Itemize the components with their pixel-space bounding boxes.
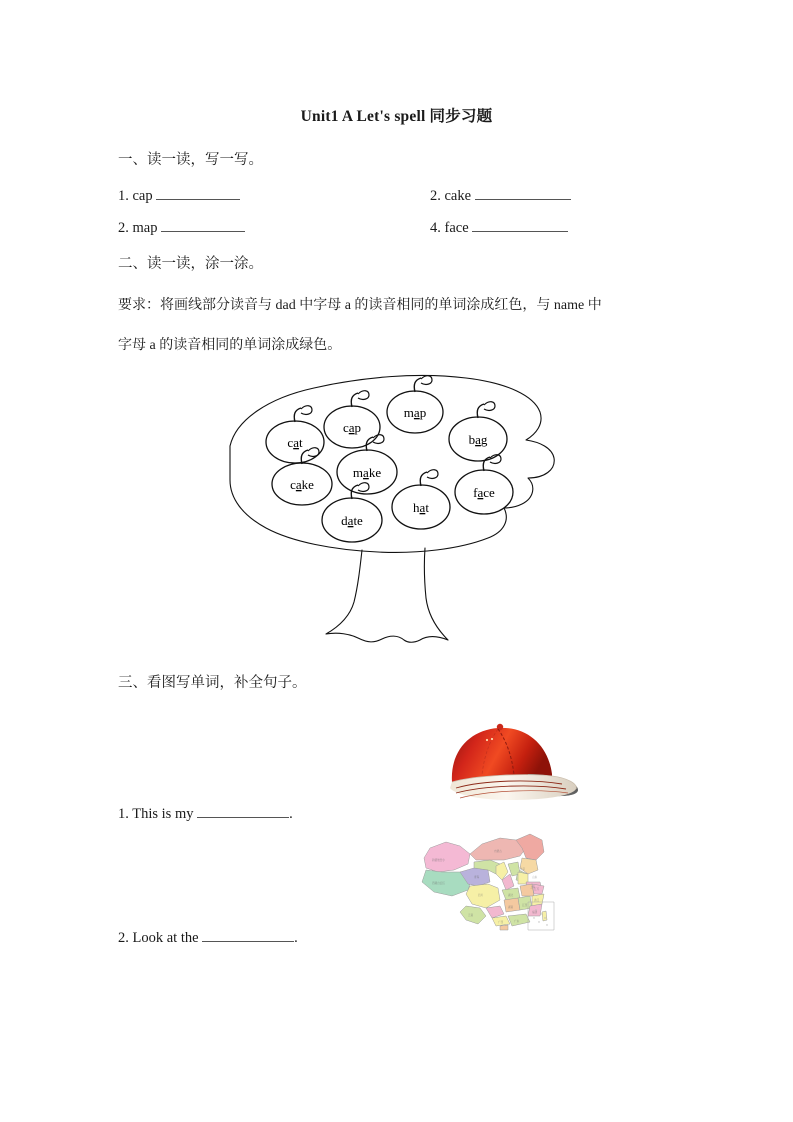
exercise-3-question-1 [118,805,293,823]
apple-tree-illustration [222,362,572,658]
exercise-1-blank-2[interactable] [475,187,571,200]
section-1-heading: 一、读一读，写一写。 [118,152,263,168]
svg-text:江苏: 江苏 [534,888,540,891]
apple-label-face: face [473,485,495,500]
section-2-heading: 二、读一读，涂一涂。 [118,256,263,272]
exercise-3-question-1-prefix: 1. This is my [118,806,194,822]
apple-label-map: map [403,405,427,420]
section-2-requirement-line-2: 字母 a 的读音相同的单词涂成绿色。 [118,338,342,353]
page-title: Unit1 A Let's spell 同步习题 [300,108,493,125]
apple-cat[interactable] [266,406,324,463]
apple-map[interactable] [387,376,443,433]
svg-text:福建: 福建 [532,911,538,914]
china-map-image [408,828,558,932]
section-3-heading: 三、看图写单词，补全句子。 [118,675,307,691]
exercise-1-blank-3[interactable] [161,219,245,232]
svg-text:青海: 青海 [474,876,480,879]
apple-label-bag: bag [468,432,488,447]
exercise-3-question-2 [118,929,298,947]
svg-text:西藏自治区: 西藏自治区 [432,882,445,885]
svg-text:新疆维吾尔: 新疆维吾尔 [432,859,445,862]
exercise-3-blank-2[interactable] [202,929,294,942]
svg-text:江西: 江西 [522,904,528,907]
apple-hat[interactable] [392,470,450,529]
exercise-1-blank-4[interactable] [472,219,568,232]
apple-label-hat: hat [413,500,429,515]
apple-cap[interactable] [324,391,380,448]
cap-image [432,718,584,806]
exercise-3-question-1-suffix: . [289,806,293,822]
svg-text:四川: 四川 [478,894,484,897]
svg-text:广西: 广西 [498,921,504,924]
svg-text:内蒙古: 内蒙古 [494,850,502,853]
exercise-1-item-1-label: 1. cap [118,188,153,204]
exercise-3-question-2-prefix: 2. Look at the [118,930,199,946]
exercise-1-item-4-label: 4. face [430,220,469,236]
svg-text:山东: 山东 [532,876,538,879]
exercise-1-blank-1[interactable] [156,187,240,200]
apple-face[interactable] [455,455,513,514]
section-2-requirement-line-1: 要求：将画线部分读音与 dad 中字母 a 的读音相同的单词涂成红色，与 name 中 [118,298,602,313]
apple-label-cake: cake [290,477,314,492]
apple-label-cat: cat [287,435,303,450]
exercise-1-item-4 [430,219,568,237]
exercise-1-item-3-label: 2. map [118,220,158,236]
exercise-3-blank-1[interactable] [197,805,289,818]
svg-text:云南: 云南 [468,914,474,917]
svg-text:广东: 广东 [514,920,520,923]
exercise-1-item-1 [118,187,240,205]
exercise-3-question-2-suffix: . [294,930,298,946]
apple-label-make: make [352,465,382,480]
svg-text:上海: 上海 [530,886,536,889]
exercise-1-item-2 [430,187,571,205]
apple-bag[interactable] [449,402,507,461]
exercise-1-item-2-label: 2. cake [430,188,472,204]
svg-text:浙江: 浙江 [534,899,540,902]
svg-text:北京: 北京 [520,868,526,871]
svg-text:湖北: 湖北 [508,894,514,897]
exercise-1-item-3 [118,219,245,237]
apple-label-date: date [341,513,363,528]
apple-label-cap: cap [342,420,362,435]
svg-text:湖南: 湖南 [508,906,514,909]
